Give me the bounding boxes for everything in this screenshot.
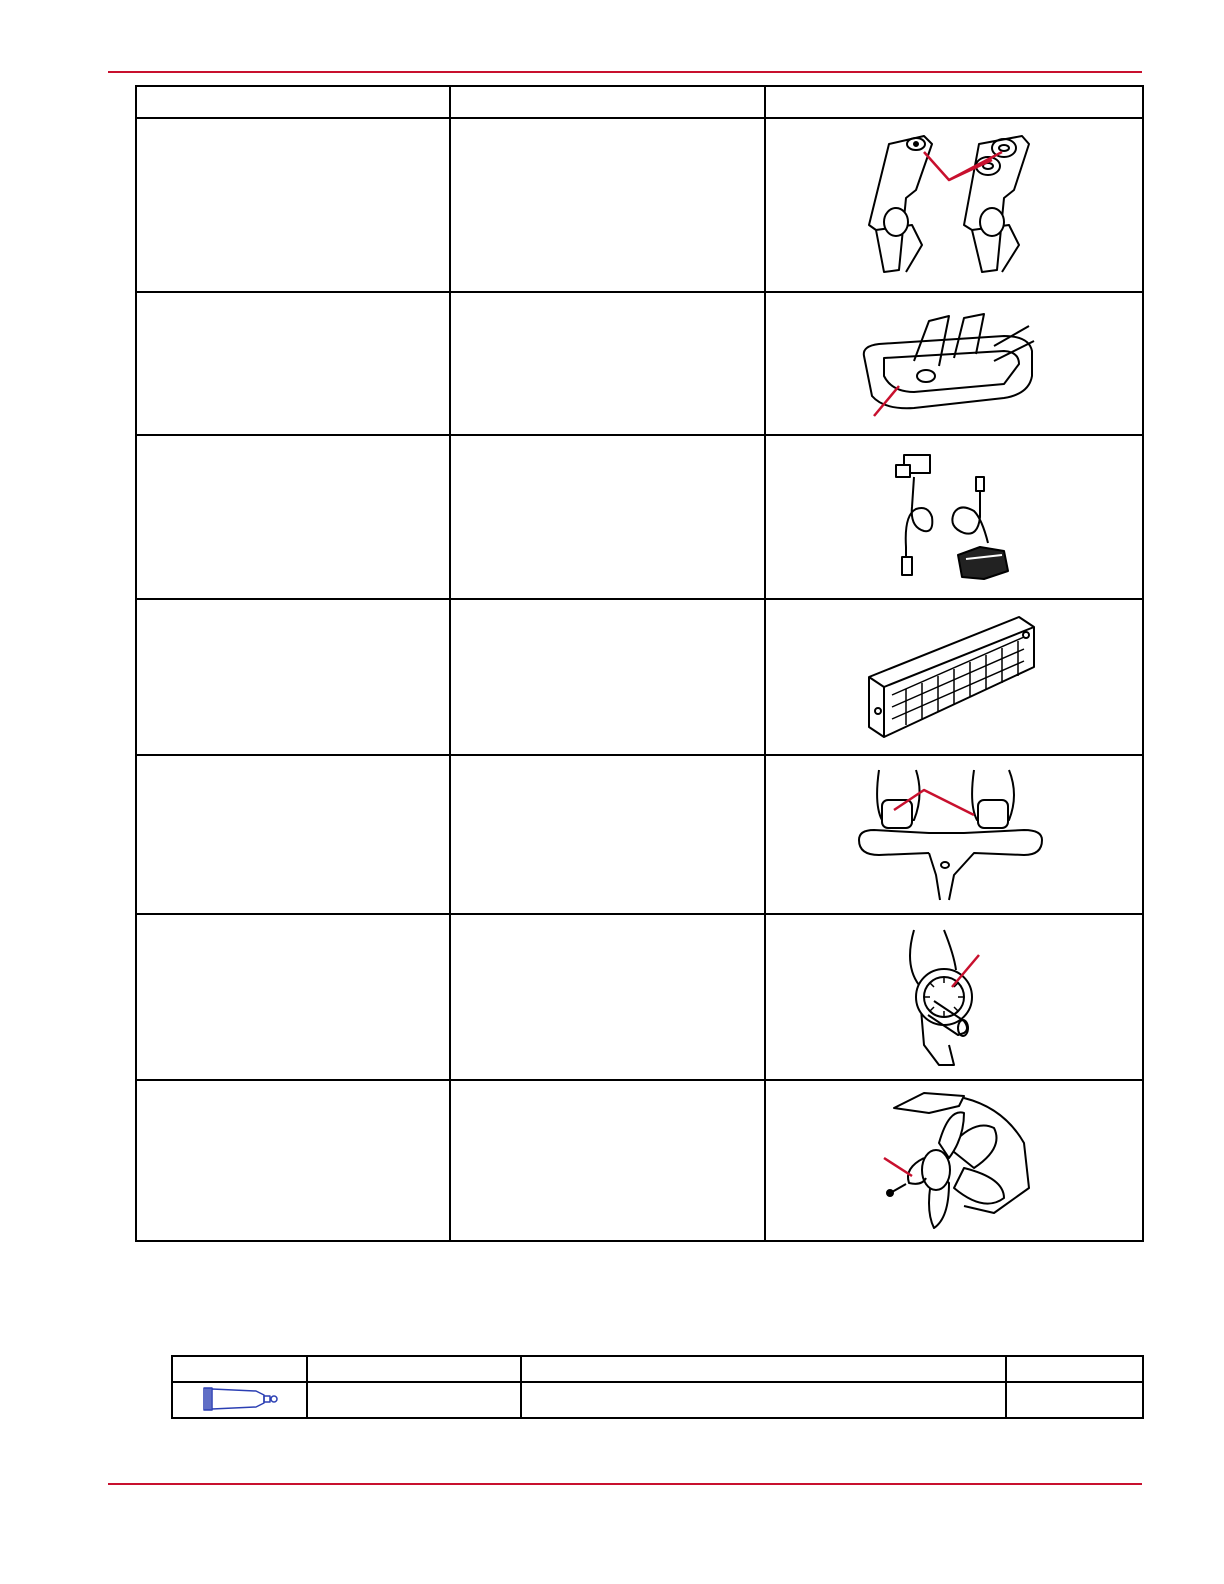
lube-description <box>307 1382 521 1418</box>
tools-header-illustration <box>765 86 1143 118</box>
row-description <box>136 914 450 1080</box>
row-part-number <box>450 755 765 914</box>
lubricant-table-header-row <box>172 1356 1143 1382</box>
tools-header-part-number <box>450 86 765 118</box>
row-description <box>136 599 450 755</box>
row-part-number <box>450 118 765 292</box>
tools-table-header-row <box>136 86 1143 118</box>
row-description <box>136 1080 450 1241</box>
table-row <box>136 435 1143 599</box>
table-row <box>136 118 1143 292</box>
tools-header-description <box>136 86 450 118</box>
table-row <box>136 292 1143 435</box>
wiring-harness-illustration <box>884 447 1024 587</box>
propeller-shaft-illustration <box>884 925 1024 1070</box>
row-description <box>136 292 450 435</box>
row-part-number <box>450 1080 765 1241</box>
header-rule <box>108 71 1142 73</box>
lubricant-tube-icon <box>202 1385 278 1413</box>
row-part-number <box>450 435 765 599</box>
gearcase-lubrication-points-illustration <box>854 130 1054 280</box>
row-description <box>136 118 450 292</box>
propeller-assembly-illustration <box>854 1088 1054 1233</box>
lube-header-where-used <box>521 1356 1006 1382</box>
row-part-number <box>450 599 765 755</box>
lube-header-part-number <box>1006 1356 1143 1382</box>
lube-part-number <box>1006 1382 1143 1418</box>
table-row <box>136 1080 1143 1241</box>
tools-table <box>135 85 1144 1242</box>
table-row <box>136 755 1143 914</box>
table-row <box>136 599 1143 755</box>
row-part-number <box>450 292 765 435</box>
table-row <box>172 1382 1143 1418</box>
shaft-clamps-illustration <box>854 765 1054 905</box>
row-description <box>136 755 450 914</box>
lube-header-icon <box>172 1356 307 1382</box>
lube-where-used <box>521 1382 1006 1418</box>
lubricant-table <box>171 1355 1144 1419</box>
lube-header-description <box>307 1356 521 1382</box>
grid-tray-illustration <box>854 607 1054 747</box>
row-description <box>136 435 450 599</box>
mounting-base-illustration <box>854 306 1054 421</box>
row-part-number <box>450 914 765 1080</box>
table-row <box>136 914 1143 1080</box>
footer-rule <box>108 1483 1142 1485</box>
